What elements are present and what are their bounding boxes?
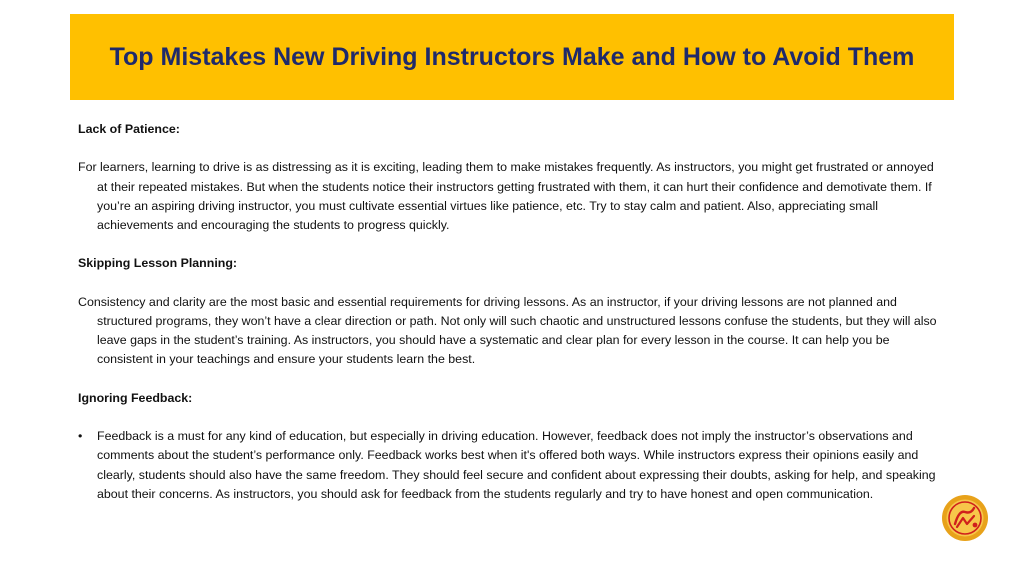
section-body-patience: For learners, learning to drive is as distressing as it is exciting, leading them to make mistakes frequently. As instructors, you might get frustrated or annoyed at their repeated mistakes. But when the students notice their instructors getting frustrated with them, it can hurt their confidence and demotivate them. If you’re an aspiring driving instructor, you must cultivate essential virtues like patience, etc. Try to stay calm and patient. Also, appreciating small achievements and encouraging the students to progress quickly. — [78, 160, 934, 232]
title-banner — [70, 14, 954, 100]
section-body-planning: Consistency and clarity are the most basic and essential requirements for driving lessons. As an instructor, if your driving lessons are not planned and structured programs, they won’t have a clear direction or path. Not only will such chaotic and unstructured lessons confuse the students, but they will also leave gaps in the student’s training. As instructors, you should have a systematic and clear plan for every lesson in the course. It can help you be consistent in your teachings and ensure your students learn the best. — [78, 294, 937, 367]
slide-content — [78, 120, 940, 504]
section-body-feedback: Feedback is a must for any kind of education, but especially in driving education. However, feedback does not imply the instructor’s observations and comments about the student’s performance only. Feedback works best when it's offered both ways. While instructors express their opinions easily and clearly, students should also have the same freedom. They should feel secure and confident about expressing their doubts, asking for help, and speaking about their concerns. As instructors, you should ask for feedback from the students regularly and try to have honest and open communication. — [97, 429, 936, 501]
bullet-item-feedback — [78, 427, 940, 504]
section-heading-patience: Lack of Patience: — [78, 122, 180, 136]
section-heading-feedback: Ignoring Feedback: — [78, 390, 193, 405]
slide-title: Top Mistakes New Driving Instructors Make and How to Avoid Them — [109, 42, 915, 71]
section-heading-planning: Skipping Lesson Planning: — [78, 256, 238, 271]
school-emblem-icon — [941, 494, 989, 542]
bullet-marker: • — [78, 429, 83, 444]
